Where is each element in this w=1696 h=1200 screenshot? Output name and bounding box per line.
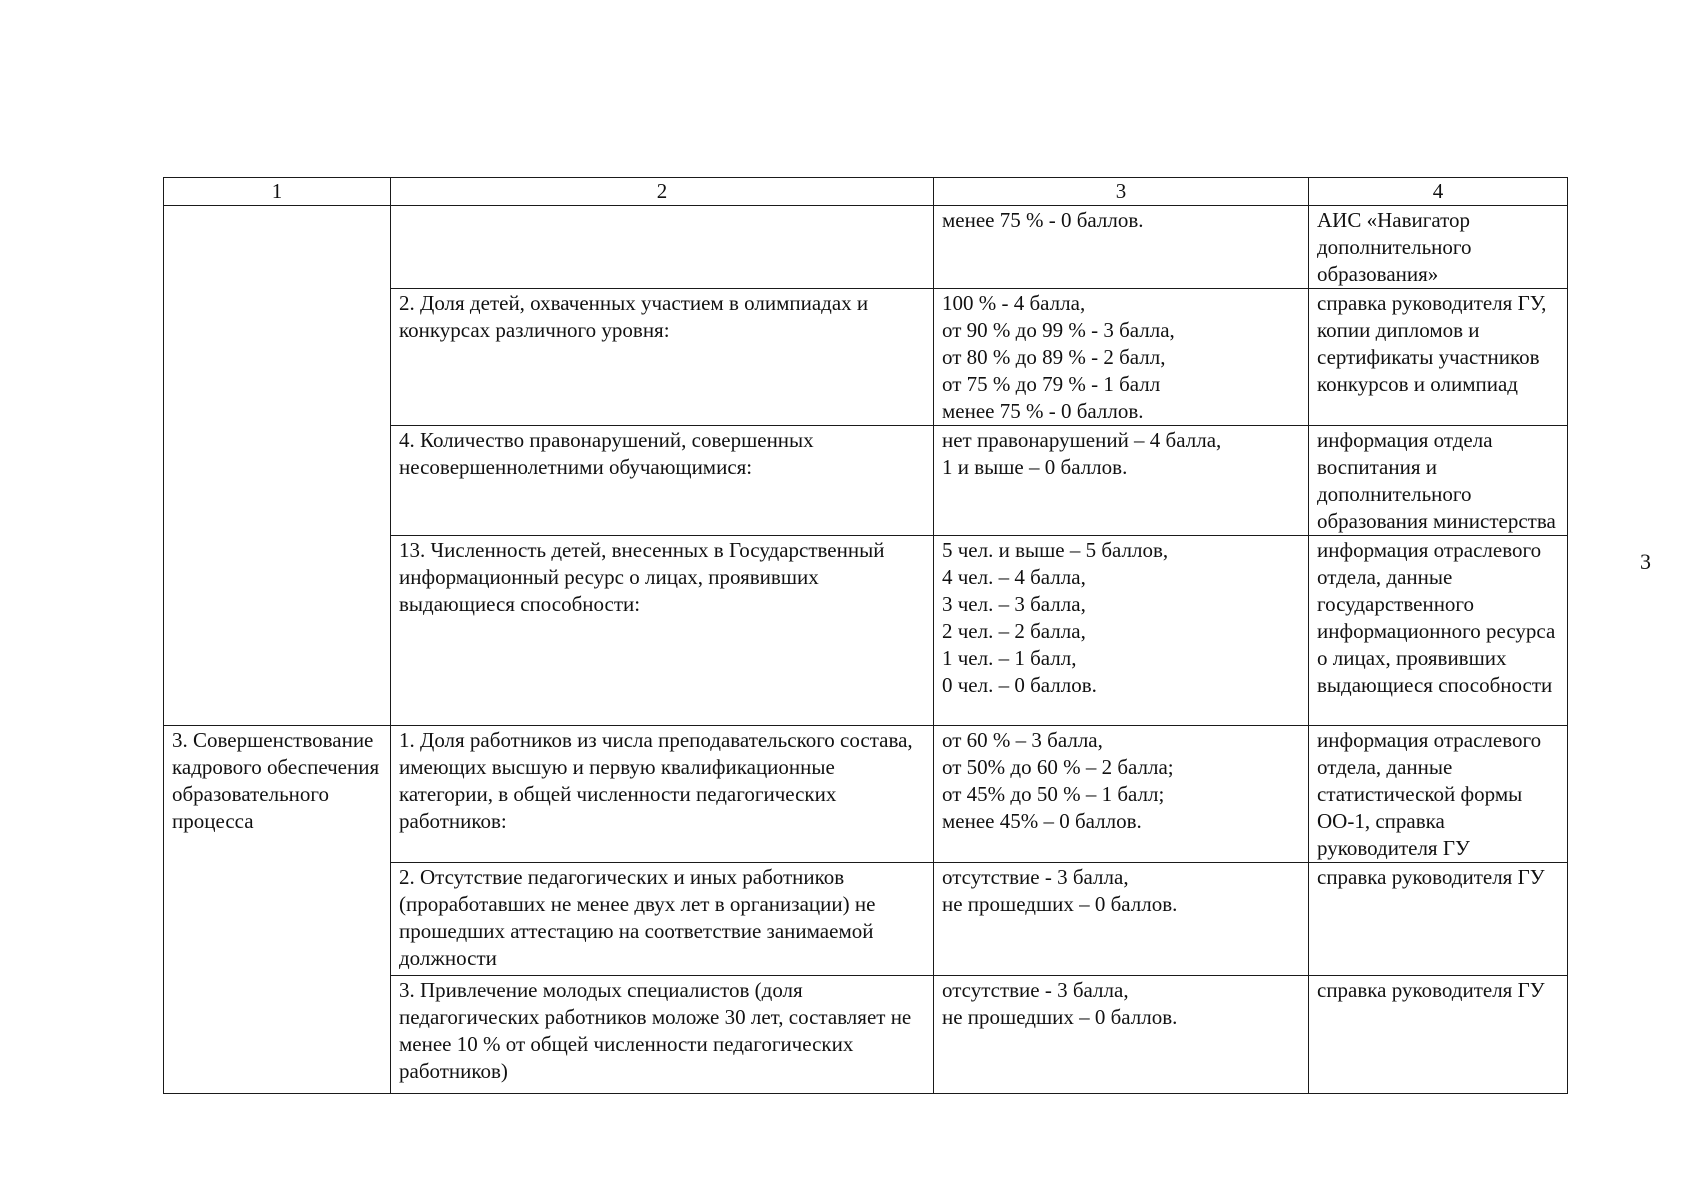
score-cell (934, 863, 1309, 976)
score-line: от 45% до 50 % – 1 балл; (942, 782, 1165, 806)
score-line: нет правонарушений – 4 балла, (942, 428, 1222, 452)
score-line: от 90 % до 99 % - 3 балла, (942, 318, 1175, 342)
score-line: 5 чел. и выше – 5 баллов, (942, 538, 1169, 562)
header-cell: 3 (934, 178, 1309, 206)
source-cell: справка руководителя ГУ (1309, 976, 1568, 1094)
score-line: 3 чел. – 3 балла, (942, 592, 1086, 616)
score-line: от 80 % до 89 % - 2 балл, (942, 345, 1166, 369)
indicator-cell: 2. Доля детей, охваченных участием в олимпиадах и конкурсах различного уровня: (391, 289, 934, 426)
score-line: не прошедших – 0 баллов. (942, 892, 1178, 916)
score-cell (934, 536, 1309, 726)
score-line: не прошедших – 0 баллов. (942, 1005, 1178, 1029)
score-cell (934, 206, 1309, 289)
table-header-row (164, 178, 1568, 206)
source-cell: информация отраслевого отдела, данные статистической формы ОО-1, справка руководителя ГУ (1309, 726, 1568, 863)
score-line: 1 чел. – 1 балл, (942, 646, 1077, 670)
source-cell: АИС «Навигатор дополнительного образования» (1309, 206, 1568, 289)
indicator-cell: 2. Отсутствие педагогических и иных работников (проработавших не менее двух лет в организации) не прошедших аттестацию на соответствие занимаемой должности (391, 863, 934, 976)
table-row (164, 726, 1568, 863)
score-cell (934, 426, 1309, 536)
score-line: 1 и выше – 0 баллов. (942, 455, 1128, 479)
score-line: от 50% до 60 % – 2 балла; (942, 755, 1174, 779)
score-line: менее 75 % - 0 баллов. (942, 208, 1144, 232)
table-row (164, 206, 1568, 289)
score-line: от 75 % до 79 % - 1 балл (942, 372, 1161, 396)
score-line: 2 чел. – 2 балла, (942, 619, 1086, 643)
criterion-cell: 3. Совершенствование кадрового обеспечения образовательного процесса (164, 726, 391, 1094)
score-line: отсутствие - 3 балла, (942, 865, 1129, 889)
score-line: 100 % - 4 балла, (942, 291, 1086, 315)
score-line: отсутствие - 3 балла, (942, 978, 1129, 1002)
page-number: 3 (1640, 549, 1651, 574)
criterion-cell (164, 206, 391, 726)
criteria-table (163, 177, 1568, 1094)
indicator-cell: 3. Привлечение молодых специалистов (доля педагогических работников моложе 30 лет, составляет не менее 10 % от общей численности педагогических работников) (391, 976, 934, 1094)
indicator-cell: 13. Численность детей, внесенных в Государственный информационный ресурс о лицах, проявивших выдающиеся способности: (391, 536, 934, 726)
score-line: менее 45% – 0 баллов. (942, 809, 1142, 833)
header-cell: 1 (164, 178, 391, 206)
score-cell (934, 289, 1309, 426)
header-cell: 4 (1309, 178, 1568, 206)
indicator-cell: 1. Доля работников из числа преподавательского состава, имеющих высшую и первую квалификационные категории, в общей численности педагогических работников: (391, 726, 934, 863)
score-line: 0 чел. – 0 баллов. (942, 673, 1097, 697)
score-line: от 60 % – 3 балла, (942, 728, 1103, 752)
indicator-cell (391, 206, 934, 289)
score-cell (934, 976, 1309, 1094)
header-cell: 2 (391, 178, 934, 206)
source-cell: справка руководителя ГУ, копии дипломов и сертификаты участников конкурсов и олимпиад (1309, 289, 1568, 426)
source-cell: информация отдела воспитания и дополнительного образования министерства (1309, 426, 1568, 536)
indicator-cell: 4. Количество правонарушений, совершенных несовершеннолетними обучающимися: (391, 426, 934, 536)
score-cell (934, 726, 1309, 863)
source-cell: информация отраслевого отдела, данные государственного информационного ресурса о лицах, проявивших выдающиеся способности (1309, 536, 1568, 726)
source-cell: справка руководителя ГУ (1309, 863, 1568, 976)
score-line: 4 чел. – 4 балла, (942, 565, 1086, 589)
score-line: менее 75 % - 0 баллов. (942, 399, 1144, 423)
